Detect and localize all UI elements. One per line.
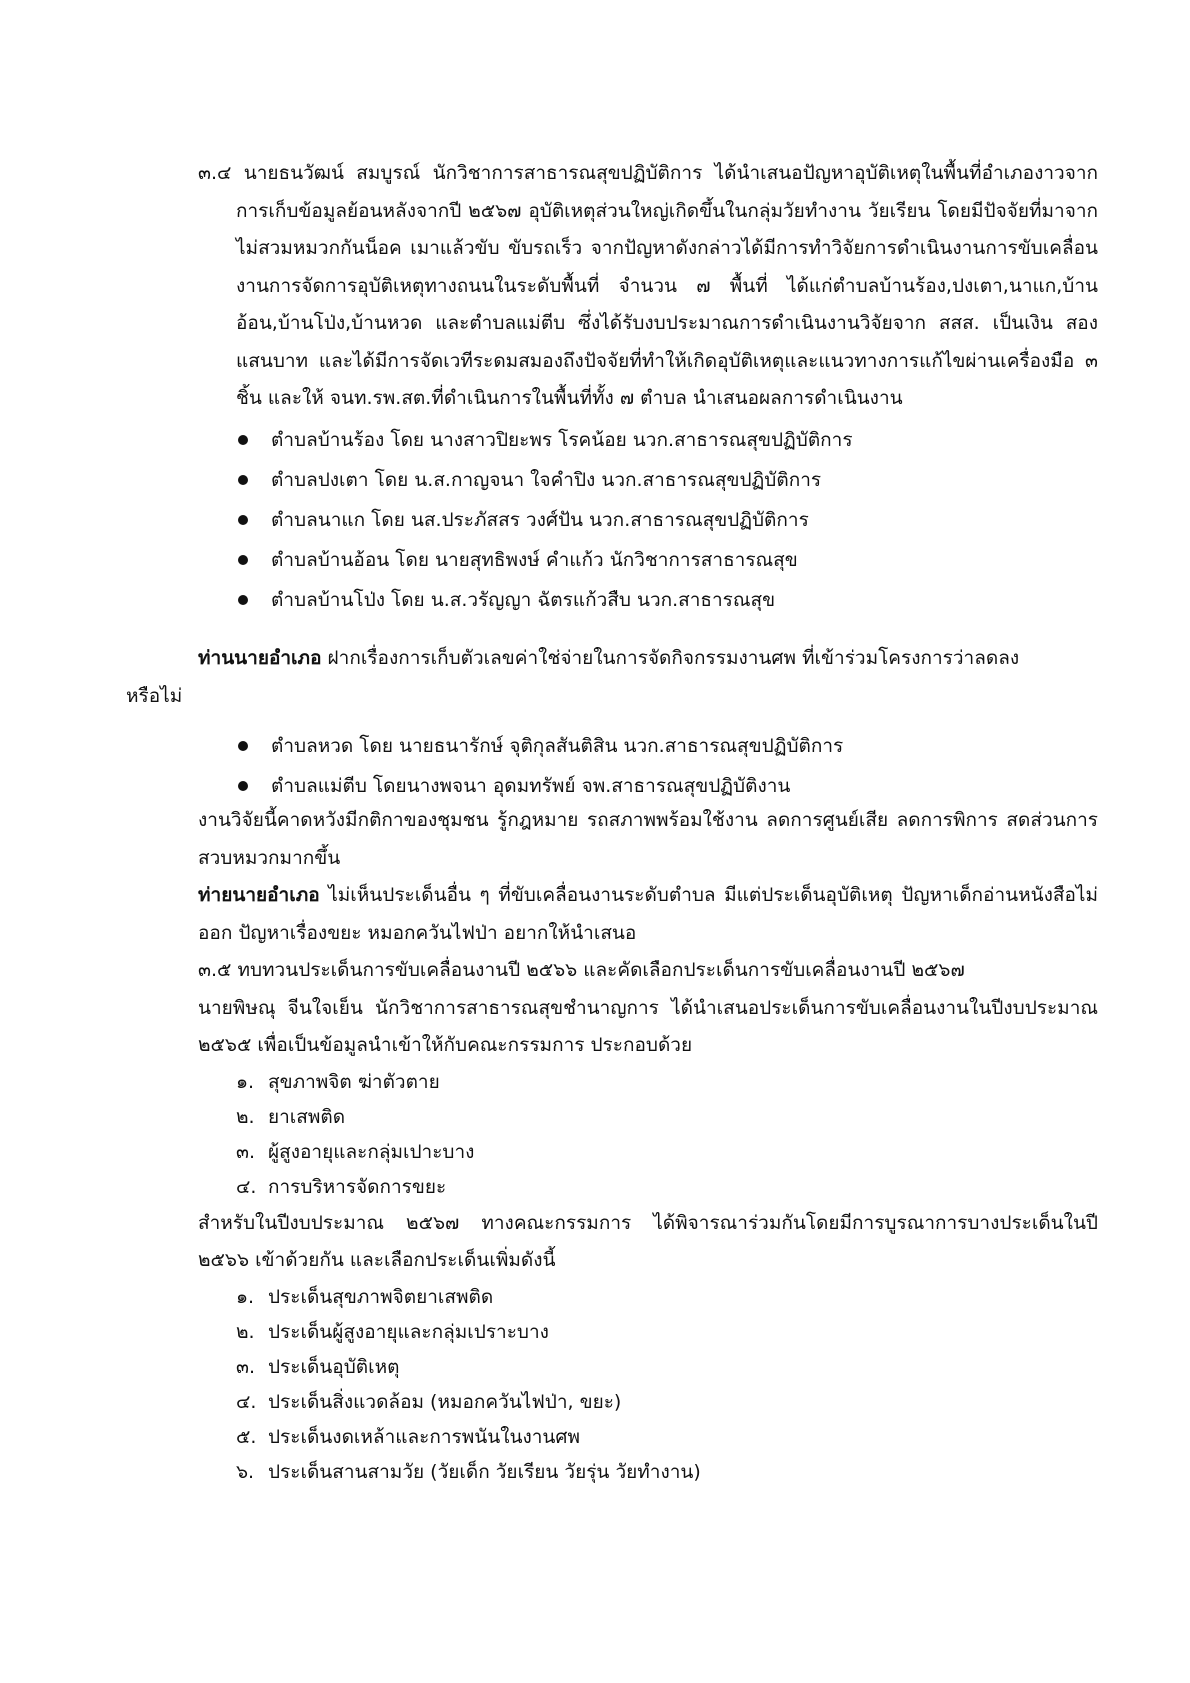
list-item <box>198 766 1098 806</box>
list-item-text: ตำบลบ้านอ้อน โดย นายสุทธิพงษ์ คำแก้ว นักวิชาการสาธารณสุข <box>271 548 798 571</box>
bullet-icon <box>238 595 248 605</box>
bullet-icon <box>238 475 248 485</box>
list-item: ๒. ประเด็นผู้สูงอายุและกลุ่มเปราะบาง <box>236 1320 549 1343</box>
research-expectation: งานวิจัยนี้คาดหวังมีกติกาของชุมชน รู้กฎหมาย รถสภาพพร้อมใช้งาน ลดการศูนย์เสีย ลดการพิการ สดส่วนการสวบหมวกมากขึ้น <box>198 809 1098 869</box>
selected-issues-list <box>198 1280 1098 1490</box>
bullet-icon <box>238 435 248 445</box>
section-3-5-paragraph-2: สำหรับในปีงบประมาณ ๒๕๖๗ ทางคณะกรรมการ ได้พิจารณาร่วมกันโดยมีการบูรณาการบางประเด็นในปี ๒๕๖๖ เข้าด้วยกัน และเลือกประเด็นเพิ่มดังนี้ <box>198 1211 1098 1271</box>
list-item: ๓. ประเด็นอุบัติเหตุ <box>236 1355 400 1378</box>
district-chief-note-1 <box>126 640 1098 715</box>
section-3-5-heading: ๓.๕ ทบทวนประเด็นการขับเคลื่อนงานปี ๒๕๖๖ และคัดเลือกประเด็นการขับเคลื่อนงานปี ๒๕๖๗ <box>198 959 965 981</box>
bullet-icon <box>238 555 248 565</box>
list-item: ๒. ยาเสพติด <box>236 1105 346 1128</box>
subdistrict-presenter-list-2 <box>198 724 1098 806</box>
note-text-continued: หรือไม่ <box>126 684 183 707</box>
bullet-icon <box>238 781 248 791</box>
list-item <box>198 540 1098 580</box>
list-item-text: ตำบลนาแก โดย นส.ประภัสสร วงศ์ปัน นวก.สาธารณสุขปฏิบัติการ <box>271 508 809 531</box>
note-text: ไม่เห็นประเด็นอื่น ๆ ที่ขับเคลื่อนงานระดับตำบล มีแต่ประเด็นอุบัติเหตุ ปัญหาเด็กอ่านหนังสือไม่ออก ปัญหาเรื่องขยะ หมอกควันไฟป่า อยากให้นำเสนอ <box>198 884 1098 944</box>
list-item-text: ตำบลปงเตา โดย น.ส.กาญจนา ใจคำปิง นวก.สาธารณสุขปฏิบัติการ <box>271 468 822 491</box>
list-item: ๑. ประเด็นสุขภาพจิตยาเสพติด <box>236 1285 494 1308</box>
section-3-4 <box>198 155 1098 620</box>
list-item: ๓. ผู้สูงอายุและกลุ่มเปาะบาง <box>236 1140 475 1163</box>
list-item: ๔. การบริหารจัดการขยะ <box>236 1175 447 1198</box>
list-item: ๔. ประเด็นสิ่งแวดล้อม (หมอกควันไฟป่า, ขยะ) <box>236 1390 622 1413</box>
list-item <box>198 580 1098 620</box>
list-item <box>198 500 1098 540</box>
list-item <box>198 726 1098 766</box>
district-chief-note-2 <box>198 877 1098 952</box>
section-3-4-paragraph: ๓.๔ นายธนวัฒน์ สมบูรณ์ นักวิชาการสาธารณสุขปฏิบัติการ ได้นำเสนอปัญหาอุบัติเหตุในพื้นที่อำเภองาวจากการเก็บข้อมูลย้อนหลังจากปี ๒๕๖๗ อุบัติเหตุส่วนใหญ่เกิดขึ้นในกลุ่มวัยทำงาน วัยเรียน โดยมีปัจจัยที่มาจาก ไม่สวมหมวกกันน็อค เมาแล้วขับ ขับรถเร็ว จากปัญหาดังกล่าวได้มีการทำวิจัยการดำเนินงานการขับเคลื่อนงานการจัดการอุบัติเหตุทางถนนในระดับพื้นที่ จำนวน ๗ พื้นที่ ได้แก่ตำบลบ้านร้อง,ปงเตา,นาแก,บ้านอ้อน,บ้านโป่ง,บ้านหวด และตำบลแม่ตีบ ซึ่งได้รับงบประมาณการดำเนินงานวิจัยจาก สสส. เป็นเงิน สองแสนบาท และได้มีการจัดเวทีระดมสมองถึงปัจจัยที่ทำให้เกิดอุบัติเหตุและแนวทางการแก้ไขผ่านเครื่องมือ ๓ ชิ้น และให้ จนท.รพ.สต.ที่ดำเนินการในพื้นที่ทั้ง ๗ ตำบล นำเสนอผลการดำเนินงาน <box>198 162 1098 409</box>
list-item-text: ตำบลบ้านร้อง โดย นางสาวปิยะพร โรคน้อย นวก.สาธารณสุขปฏิบัติการ <box>271 428 853 451</box>
list-item-text: ตำบลแม่ตีบ โดยนางพจนา อุดมทรัพย์ จพ.สาธารณสุขปฏิบัติงาน <box>271 775 791 797</box>
list-item: ๕. ประเด็นงดเหล้าและการพนันในงานศพ <box>236 1425 580 1448</box>
list-item <box>198 460 1098 500</box>
bullet-icon <box>238 515 248 525</box>
note-label: ท่ายนายอำเภอ <box>198 884 320 906</box>
section-3-5-paragraph: นายพิษณุ จีนใจเย็น นักวิชาการสาธารณสุขชำนาญการ ได้นำเสนอประเด็นการขับเคลื่อนงานในปีงบประมาณ ๒๕๖๕ เพื่อเป็นข้อมูลนำเข้าให้กับคณะกรรมการ ประกอบด้วย <box>198 996 1098 1056</box>
section-3-5 <box>198 952 1098 1490</box>
note-label: ท่านนายอำเภอ <box>198 647 322 669</box>
previous-issues-list <box>198 1065 1098 1205</box>
list-item-text: ตำบลบ้านโป่ง โดย น.ส.วรัญญา ฉัตรแก้วสืบ นวก.สาธารณสุข <box>271 588 776 611</box>
subdistrict-presenter-list <box>198 420 1098 620</box>
list-item: ๑. สุขภาพจิต ฆ่าตัวตาย <box>236 1070 440 1093</box>
list-item-text: ตำบลหวด โดย นายธนารักษ์ จุติกุลสันติสิน นวก.สาธารณสุขปฏิบัติการ <box>271 735 844 757</box>
list-item: ๖. ประเด็นสานสามวัย (วัยเด็ก วัยเรียน วัยรุ่น วัยทำงาน) <box>236 1460 701 1483</box>
note-text: ฝากเรื่องการเก็บตัวเลขค่าใช่จ่ายในการจัดกิจกรรมงานศพ ที่เข้าร่วมโครงการว่าลดลง <box>321 647 1020 669</box>
list-item <box>198 420 1098 460</box>
bullet-icon <box>238 741 248 751</box>
